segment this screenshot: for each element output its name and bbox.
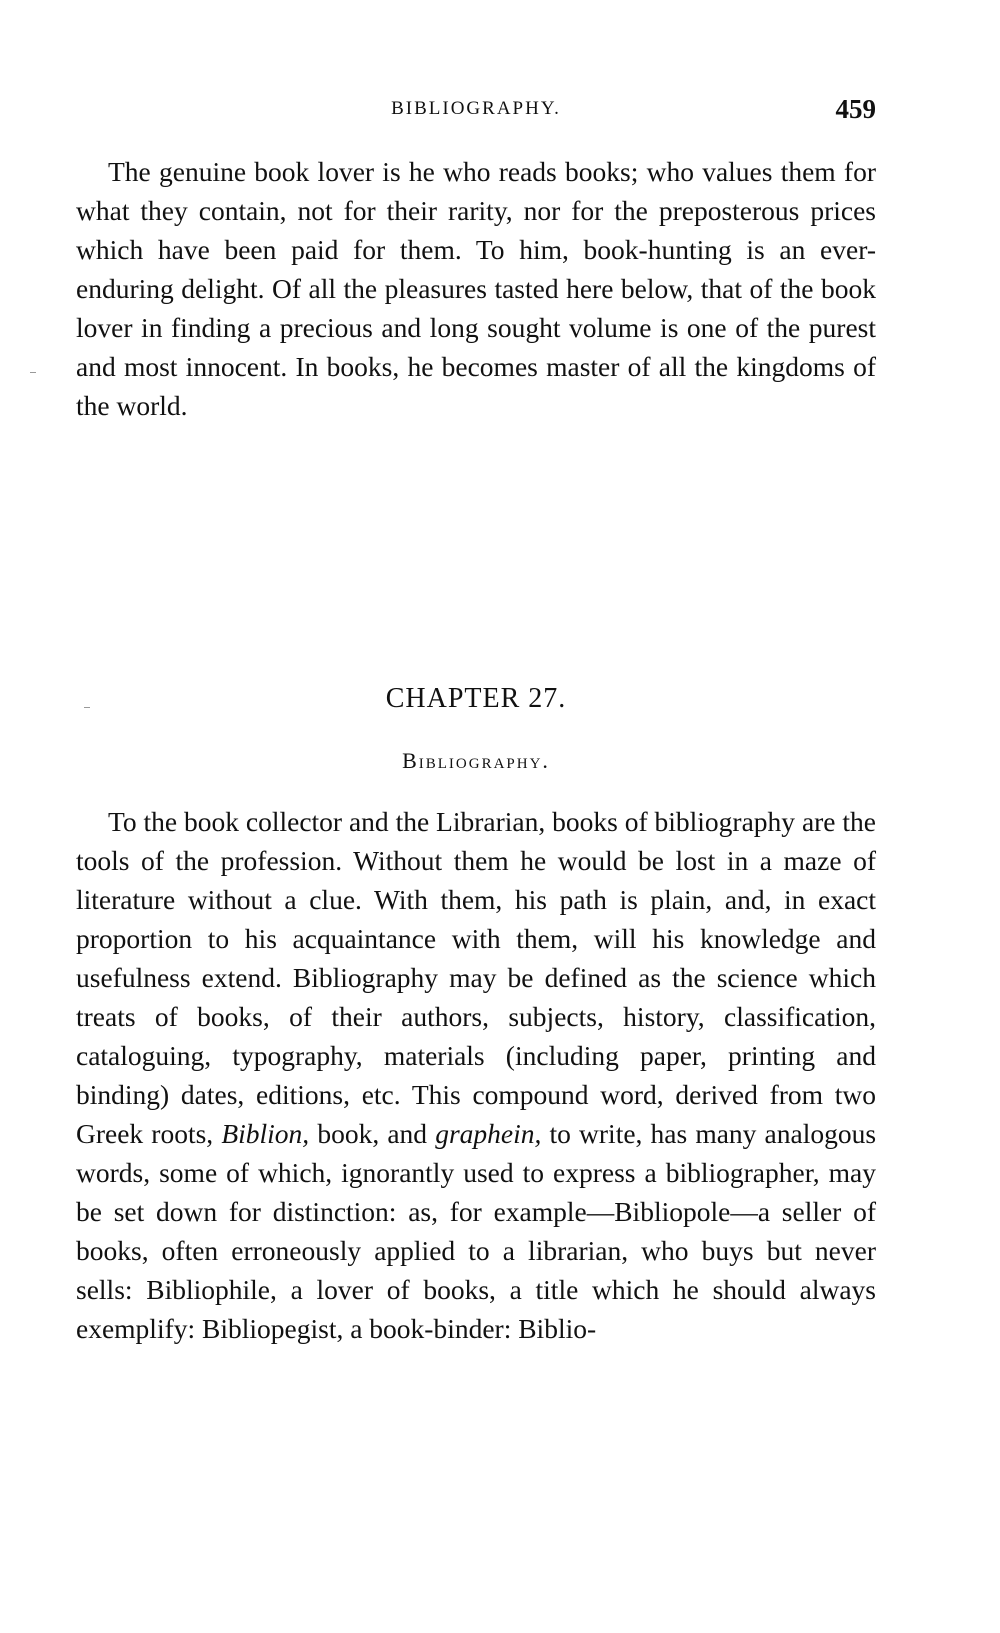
page-number: 459 — [835, 94, 876, 124]
paragraph-text-part-1: To the book collector and the Librarian, books of bibliography are the tools of the profession. Without them he would be lost in a maze of literature without a clue. With them, his path is plain, and, in exact proportion to his acquaintance with them, will his knowledge and usefulness extend. Bibliography may be defined as the science which treats of books, of their authors, subjects, history, classification, cataloguing, typography, materials (including paper, printing and binding) dates, editions, etc. This compound word, derived from two Greek roots, — [76, 806, 876, 1149]
section-title: Bibliography. — [402, 748, 550, 773]
margin-mark — [30, 372, 36, 373]
paragraph-text: The genuine book lover is he who reads books; who values them for what they contain, not for their rarity, nor for the preposterous prices which have been paid for them. To him, book-hunting is an ever-enduring delight. Of all the pleasures tasted here below, that of the book lover in finding a precious and long sought volume is one of the purest and most innocent. In books, he becomes master of all the kingdoms of the world. — [76, 156, 876, 421]
chapter-title: CHAPTER 27. — [385, 683, 567, 714]
running-head-title: BIBLIOGRAPHY. — [391, 98, 561, 119]
running-head — [76, 94, 876, 130]
greek-term-graphein: graphein, — [435, 1118, 542, 1149]
paragraph-text-part-2: book, and — [317, 1118, 428, 1149]
paragraph-book-lover — [76, 152, 876, 425]
paragraph-text-part-3: to write, has many analogous words, some of which, ignorantly used to express a bibliographer, may be set down for distinction: as, for example—Bibliopole—a seller of books, often erroneously applied to a librarian, who buys but never sells: Bibliophile, a lover of books, a title which he should always exemplify: Bibliopegist, a book-binder: Biblio- — [76, 1118, 877, 1344]
greek-term-biblion: Biblion, — [221, 1118, 310, 1149]
margin-mark — [84, 707, 90, 708]
paragraph-bibliography-definition — [76, 802, 876, 1348]
